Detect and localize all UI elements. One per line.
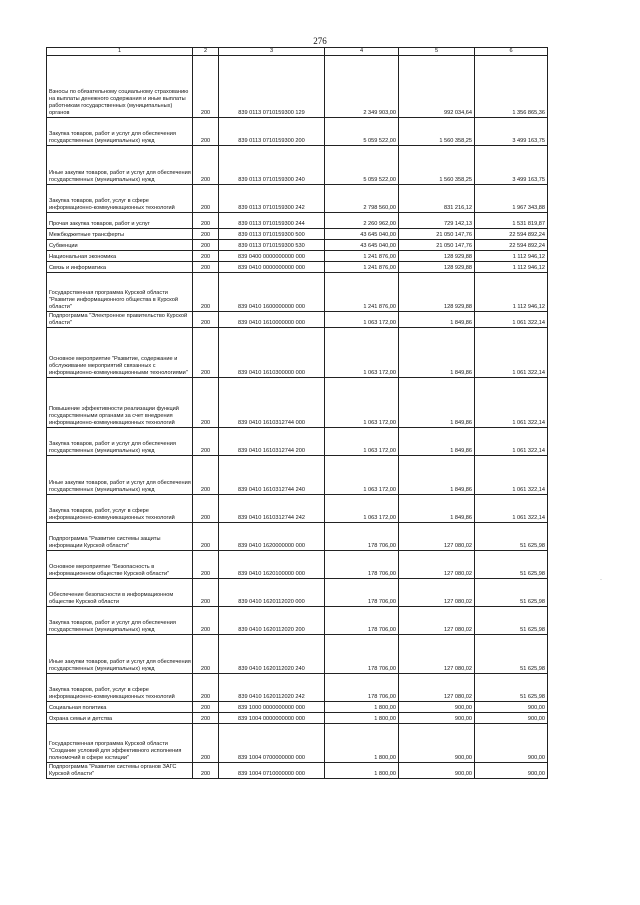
row-remaining-amount-cell: 51 625,98 <box>475 607 548 635</box>
table-row <box>47 713 548 724</box>
row-name-cell: Связь и информатика <box>47 262 193 273</box>
row-name-cell: Закупка товаров, работ, услуг в сфере информационно-коммуникационных технологий <box>47 674 193 702</box>
row-remaining-amount-cell: 1 061 322,14 <box>475 378 548 428</box>
row-remaining-amount-cell: 1 967 343,88 <box>475 185 548 213</box>
row-name-cell: Охрана семьи и детства <box>47 713 193 724</box>
row-remaining-amount-cell: 51 625,98 <box>475 635 548 674</box>
row-classification-code-cell: 839 0113 0710159300 200 <box>219 118 325 146</box>
row-remaining-amount-cell: 3 499 163,75 <box>475 146 548 185</box>
row-executed-amount-cell: 128 929,88 <box>399 273 475 312</box>
row-approved-amount-cell: 5 059 522,00 <box>325 146 399 185</box>
table-row <box>47 724 548 763</box>
row-executed-amount-cell: 992 034,64 <box>399 56 475 118</box>
row-remaining-amount-cell: 51 625,98 <box>475 674 548 702</box>
row-executed-amount-cell: 900,00 <box>399 713 475 724</box>
row-name-cell: Социальная политика <box>47 702 193 713</box>
row-approved-amount-cell: 1 241 876,00 <box>325 273 399 312</box>
table-row <box>47 495 548 523</box>
row-classification-code-cell: 839 1004 0700000000 000 <box>219 724 325 763</box>
row-approved-amount-cell: 178 706,00 <box>325 579 399 607</box>
row-remaining-amount-cell: 900,00 <box>475 702 548 713</box>
row-approved-amount-cell: 178 706,00 <box>325 551 399 579</box>
row-code-2-cell: 200 <box>193 702 219 713</box>
row-approved-amount-cell: 5 059 522,00 <box>325 118 399 146</box>
row-executed-amount-cell: 900,00 <box>399 763 475 779</box>
table-row <box>47 185 548 213</box>
row-executed-amount-cell: 21 050 147,76 <box>399 229 475 240</box>
row-code-2-cell: 200 <box>193 428 219 456</box>
row-remaining-amount-cell: 1 061 322,14 <box>475 428 548 456</box>
row-name-cell: Закупка товаров, работ и услуг для обеспечения государственных (муниципальных) нужд <box>47 607 193 635</box>
row-code-2-cell: 200 <box>193 674 219 702</box>
row-code-2-cell: 200 <box>193 56 219 118</box>
row-name-cell: Закупка товаров, работ и услуг для обеспечения государственных (муниципальных) нужд <box>47 428 193 456</box>
row-name-cell: Основное мероприятие "Безопасность в информационном обществе Курской области" <box>47 551 193 579</box>
row-classification-code-cell: 839 0410 1610300000 000 <box>219 328 325 378</box>
row-remaining-amount-cell: 22 594 892,24 <box>475 240 548 251</box>
row-remaining-amount-cell: 22 594 892,24 <box>475 229 548 240</box>
row-remaining-amount-cell: 1 356 865,36 <box>475 56 548 118</box>
row-executed-amount-cell: 900,00 <box>399 724 475 763</box>
header-col-4: 4 <box>325 48 399 56</box>
row-classification-code-cell: 839 0400 0000000000 000 <box>219 251 325 262</box>
row-executed-amount-cell: 1 849,86 <box>399 328 475 378</box>
table-row <box>47 273 548 312</box>
row-name-cell: Закупка товаров, работ, услуг в сфере информационно-коммуникационных технологий <box>47 495 193 523</box>
row-classification-code-cell: 839 0410 1610312744 000 <box>219 378 325 428</box>
row-classification-code-cell: 839 0410 1620112020 242 <box>219 674 325 702</box>
row-remaining-amount-cell: 1 061 322,14 <box>475 312 548 328</box>
row-remaining-amount-cell: 51 625,98 <box>475 579 548 607</box>
row-classification-code-cell: 839 0410 1610312744 240 <box>219 456 325 495</box>
table-row <box>47 763 548 779</box>
row-approved-amount-cell: 1 800,00 <box>325 763 399 779</box>
row-executed-amount-cell: 1 560 358,25 <box>399 118 475 146</box>
table-header-row <box>47 48 548 56</box>
row-approved-amount-cell: 43 645 040,00 <box>325 229 399 240</box>
row-name-cell: Иные закупки товаров, работ и услуг для обеспечения государственных (муниципальных) нужд <box>47 456 193 495</box>
table-row <box>47 551 548 579</box>
row-code-2-cell: 200 <box>193 579 219 607</box>
row-approved-amount-cell: 2 260 962,00 <box>325 213 399 229</box>
row-approved-amount-cell: 1 063 172,00 <box>325 378 399 428</box>
table-row <box>47 56 548 118</box>
table-row <box>47 328 548 378</box>
row-approved-amount-cell: 1 063 172,00 <box>325 312 399 328</box>
header-col-2: 2 <box>193 48 219 56</box>
table-row <box>47 251 548 262</box>
row-code-2-cell: 200 <box>193 551 219 579</box>
row-classification-code-cell: 839 0410 1610312744 200 <box>219 428 325 456</box>
row-remaining-amount-cell: 3 499 163,75 <box>475 118 548 146</box>
row-name-cell: Национальная экономика <box>47 251 193 262</box>
row-code-2-cell: 200 <box>193 713 219 724</box>
row-code-2-cell: 200 <box>193 185 219 213</box>
row-remaining-amount-cell: 1 112 946,12 <box>475 251 548 262</box>
row-name-cell: Иные закупки товаров, работ и услуг для обеспечения государственных (муниципальных) нужд <box>47 635 193 674</box>
table-row <box>47 312 548 328</box>
row-approved-amount-cell: 43 645 040,00 <box>325 240 399 251</box>
row-name-cell: Подпрограмма "Развитие системы органов ЗАГС Курской области" <box>47 763 193 779</box>
row-name-cell: Субвенции <box>47 240 193 251</box>
row-name-cell: Повышение эффективности реализации функций государственными органами за счет внедрения информационно-коммуникационных технологий <box>47 378 193 428</box>
row-classification-code-cell: 839 0113 0710159300 242 <box>219 185 325 213</box>
row-executed-amount-cell: 1 849,86 <box>399 495 475 523</box>
row-approved-amount-cell: 2 349 903,00 <box>325 56 399 118</box>
row-executed-amount-cell: 128 929,88 <box>399 251 475 262</box>
row-executed-amount-cell: 1 849,86 <box>399 378 475 428</box>
table-row <box>47 146 548 185</box>
row-approved-amount-cell: 1 063 172,00 <box>325 328 399 378</box>
row-code-2-cell: 200 <box>193 312 219 328</box>
table-row <box>47 579 548 607</box>
row-executed-amount-cell: 127 080,02 <box>399 674 475 702</box>
row-classification-code-cell: 839 0410 1600000000 000 <box>219 273 325 312</box>
table-row <box>47 428 548 456</box>
row-code-2-cell: 200 <box>193 118 219 146</box>
row-approved-amount-cell: 178 706,00 <box>325 607 399 635</box>
table-row <box>47 702 548 713</box>
row-classification-code-cell: 839 0410 0000000000 000 <box>219 262 325 273</box>
header-col-5: 5 <box>399 48 475 56</box>
table-row <box>47 118 548 146</box>
row-approved-amount-cell: 1 063 172,00 <box>325 428 399 456</box>
table-row <box>47 456 548 495</box>
row-name-cell: Подпрограмма "Электронное правительство Курской области" <box>47 312 193 328</box>
row-classification-code-cell: 839 0113 0710159300 129 <box>219 56 325 118</box>
row-classification-code-cell: 839 0113 0710159300 500 <box>219 229 325 240</box>
row-name-cell: Обеспечение безопасности в информационном обществе Курской области <box>47 579 193 607</box>
table-row <box>47 262 548 273</box>
row-classification-code-cell: 839 0410 1620000000 000 <box>219 523 325 551</box>
row-name-cell: Межбюджетные трансферты <box>47 229 193 240</box>
row-name-cell: Прочая закупка товаров, работ и услуг <box>47 213 193 229</box>
row-code-2-cell: 200 <box>193 523 219 551</box>
row-remaining-amount-cell: 1 061 322,14 <box>475 495 548 523</box>
row-code-2-cell: 200 <box>193 328 219 378</box>
row-remaining-amount-cell: 1 112 946,12 <box>475 273 548 312</box>
row-code-2-cell: 200 <box>193 229 219 240</box>
row-remaining-amount-cell: 1 061 322,14 <box>475 456 548 495</box>
row-remaining-amount-cell: 1 531 819,87 <box>475 213 548 229</box>
row-executed-amount-cell: 127 080,02 <box>399 635 475 674</box>
row-name-cell: Закупка товаров, работ и услуг для обеспечения государственных (муниципальных) нужд <box>47 118 193 146</box>
row-code-2-cell: 200 <box>193 240 219 251</box>
table-row <box>47 213 548 229</box>
row-executed-amount-cell: 128 929,88 <box>399 262 475 273</box>
budget-table <box>46 47 548 779</box>
row-approved-amount-cell: 1 800,00 <box>325 702 399 713</box>
row-executed-amount-cell: 1 560 358,25 <box>399 146 475 185</box>
header-col-6: 6 <box>475 48 548 56</box>
row-remaining-amount-cell: 900,00 <box>475 713 548 724</box>
row-name-cell: Государственная программа Курской области "Развитие информационного общества в Курской области" <box>47 273 193 312</box>
table-row <box>47 378 548 428</box>
scan-speck: · <box>600 577 602 583</box>
row-classification-code-cell: 839 0410 1620112020 240 <box>219 635 325 674</box>
row-classification-code-cell: 839 0410 1620112020 200 <box>219 607 325 635</box>
row-code-2-cell: 200 <box>193 378 219 428</box>
row-executed-amount-cell: 127 080,02 <box>399 523 475 551</box>
row-name-cell: Закупка товаров, работ, услуг в сфере информационно-коммуникационных технологий <box>47 185 193 213</box>
row-executed-amount-cell: 1 849,86 <box>399 312 475 328</box>
row-remaining-amount-cell: 900,00 <box>475 763 548 779</box>
row-code-2-cell: 200 <box>193 763 219 779</box>
row-executed-amount-cell: 127 080,02 <box>399 551 475 579</box>
row-name-cell: Иные закупки товаров, работ и услуг для обеспечения государственных (муниципальных) нужд <box>47 146 193 185</box>
row-code-2-cell: 200 <box>193 146 219 185</box>
row-executed-amount-cell: 127 080,02 <box>399 579 475 607</box>
row-classification-code-cell: 839 0410 1620112020 000 <box>219 579 325 607</box>
row-approved-amount-cell: 1 800,00 <box>325 713 399 724</box>
row-approved-amount-cell: 1 241 876,00 <box>325 262 399 273</box>
row-code-2-cell: 200 <box>193 495 219 523</box>
row-name-cell: Подпрограмма "Развитие системы защиты информации Курской области" <box>47 523 193 551</box>
header-col-3: 3 <box>219 48 325 56</box>
table-row <box>47 674 548 702</box>
row-code-2-cell: 200 <box>193 607 219 635</box>
row-code-2-cell: 200 <box>193 213 219 229</box>
row-classification-code-cell: 839 0410 1620100000 000 <box>219 551 325 579</box>
row-executed-amount-cell: 831 216,12 <box>399 185 475 213</box>
row-name-cell: Государственная программа Курской области "Создание условий для эффективного исполнения полномочий в сфере юстиции" <box>47 724 193 763</box>
row-code-2-cell: 200 <box>193 724 219 763</box>
row-remaining-amount-cell: 1 112 946,12 <box>475 262 548 273</box>
row-name-cell: Основное мероприятие "Развитие, содержание и обслуживание мероприятий связанных с информационно-коммуникационными технологиями" <box>47 328 193 378</box>
row-executed-amount-cell: 729 142,13 <box>399 213 475 229</box>
row-code-2-cell: 200 <box>193 273 219 312</box>
row-classification-code-cell: 839 0410 1610000000 000 <box>219 312 325 328</box>
row-remaining-amount-cell: 1 061 322,14 <box>475 328 548 378</box>
table-row <box>47 635 548 674</box>
row-classification-code-cell: 839 0113 0710159300 244 <box>219 213 325 229</box>
row-classification-code-cell: 839 0113 0710159300 530 <box>219 240 325 251</box>
row-approved-amount-cell: 178 706,00 <box>325 674 399 702</box>
row-code-2-cell: 200 <box>193 262 219 273</box>
row-approved-amount-cell: 1 800,00 <box>325 724 399 763</box>
table-row <box>47 607 548 635</box>
row-classification-code-cell: 839 0410 1610312744 242 <box>219 495 325 523</box>
row-code-2-cell: 200 <box>193 251 219 262</box>
row-remaining-amount-cell: 51 625,98 <box>475 523 548 551</box>
row-approved-amount-cell: 2 798 560,00 <box>325 185 399 213</box>
row-approved-amount-cell: 1 241 876,00 <box>325 251 399 262</box>
page-number: 276 <box>313 36 327 46</box>
header-col-1: 1 <box>47 48 193 56</box>
row-classification-code-cell: 839 1000 0000000000 000 <box>219 702 325 713</box>
row-classification-code-cell: 839 0113 0710159300 240 <box>219 146 325 185</box>
row-approved-amount-cell: 178 706,00 <box>325 635 399 674</box>
row-name-cell: Взносы по обязательному социальному страхованию на выплаты денежного содержания и иные выплаты работникам государственных (муниципальных) органов <box>47 56 193 118</box>
row-classification-code-cell: 839 1004 0000000000 000 <box>219 713 325 724</box>
row-code-2-cell: 200 <box>193 635 219 674</box>
row-remaining-amount-cell: 51 625,98 <box>475 551 548 579</box>
row-code-2-cell: 200 <box>193 456 219 495</box>
table-row <box>47 229 548 240</box>
row-executed-amount-cell: 1 849,86 <box>399 456 475 495</box>
table-row <box>47 240 548 251</box>
row-approved-amount-cell: 1 063 172,00 <box>325 495 399 523</box>
row-remaining-amount-cell: 900,00 <box>475 724 548 763</box>
row-executed-amount-cell: 1 849,86 <box>399 428 475 456</box>
row-executed-amount-cell: 127 080,02 <box>399 607 475 635</box>
row-approved-amount-cell: 1 063 172,00 <box>325 456 399 495</box>
table-row <box>47 523 548 551</box>
row-approved-amount-cell: 178 706,00 <box>325 523 399 551</box>
row-classification-code-cell: 839 1004 0710000000 000 <box>219 763 325 779</box>
row-executed-amount-cell: 900,00 <box>399 702 475 713</box>
row-executed-amount-cell: 21 050 147,76 <box>399 240 475 251</box>
